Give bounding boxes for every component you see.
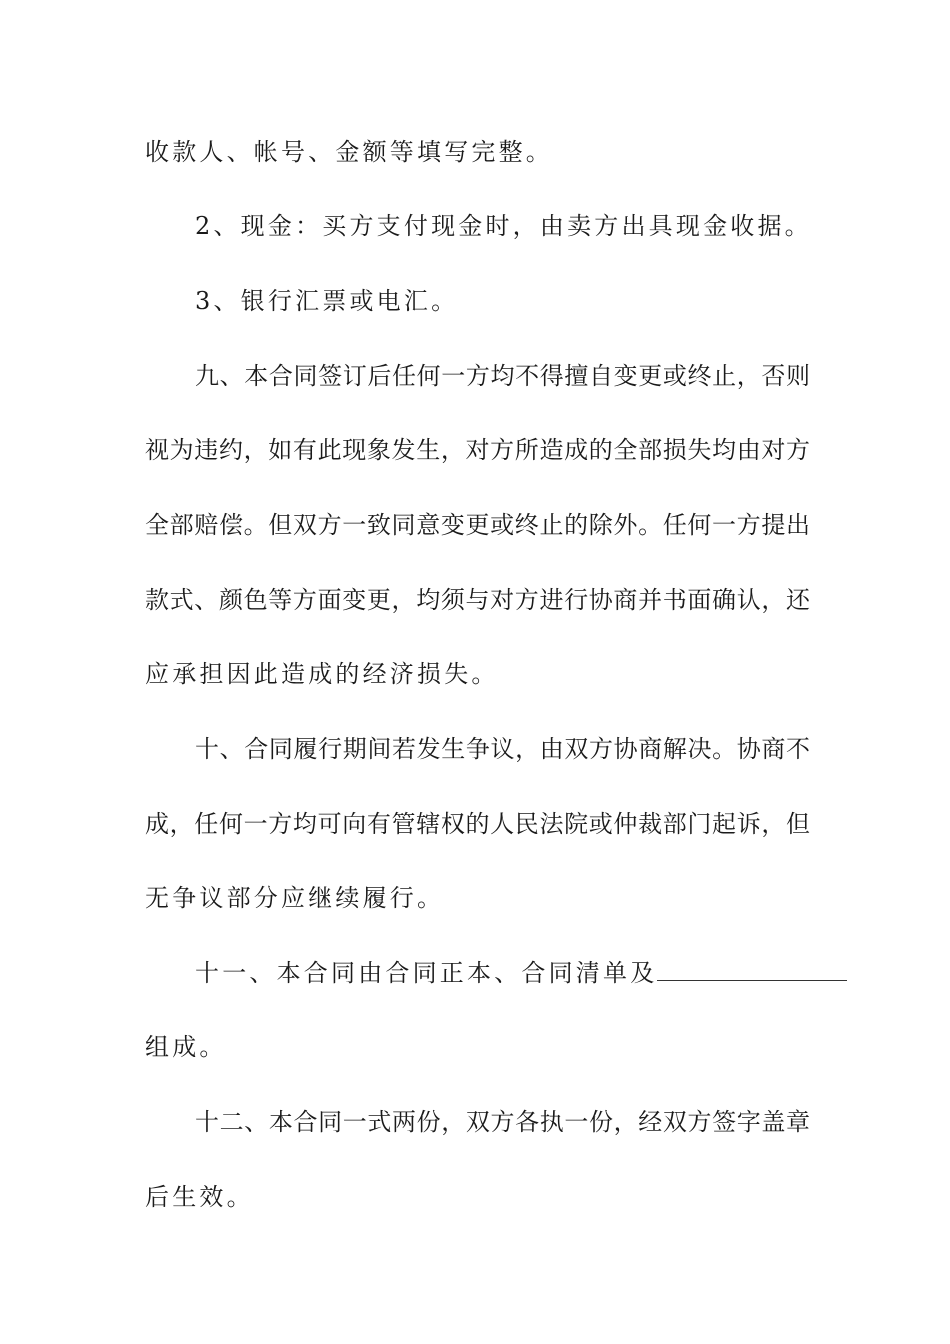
text-line: 后生效。 bbox=[145, 1183, 254, 1211]
text-line: 应承担因此造成的经济损失。 bbox=[145, 660, 499, 688]
fill-in-blank[interactable] bbox=[657, 960, 847, 981]
text-line: 十、合同履行期间若发生争议，由双方协商解决。协商不 bbox=[195, 735, 810, 763]
text-line: 款式、颜色等方面变更，均须与对方进行协商并书面确认，还 bbox=[145, 586, 810, 614]
text-segment: 十一、本合同由合同正本、合同清单及 bbox=[195, 959, 658, 987]
text-line: 十二、本合同一式两份，双方各执一份，经双方签字盖章 bbox=[195, 1108, 810, 1136]
text-line: 成，任何一方均可向有管辖权的人民法院或仲裁部门起诉，但 bbox=[145, 810, 810, 838]
text-line: 收款人、帐号、金额等填写完整。 bbox=[145, 138, 553, 166]
text-line: 3、银行汇票或电汇。 bbox=[195, 287, 459, 315]
text-line: 2、现金：买方支付现金时，由卖方出具现金收据。 bbox=[195, 212, 812, 240]
text-line: 视为违约，如有此现象发生，对方所造成的全部损失均由对方 bbox=[145, 436, 810, 464]
text-line: 组成。 bbox=[145, 1033, 227, 1061]
text-line-with-blank bbox=[195, 957, 810, 989]
text-line: 九、本合同签订后任何一方均不得擅自变更或终止，否则 bbox=[195, 362, 810, 390]
text-line: 无争议部分应继续履行。 bbox=[145, 884, 445, 912]
text-line: 全部赔偿。但双方一致同意变更或终止的除外。任何一方提出 bbox=[145, 511, 810, 539]
